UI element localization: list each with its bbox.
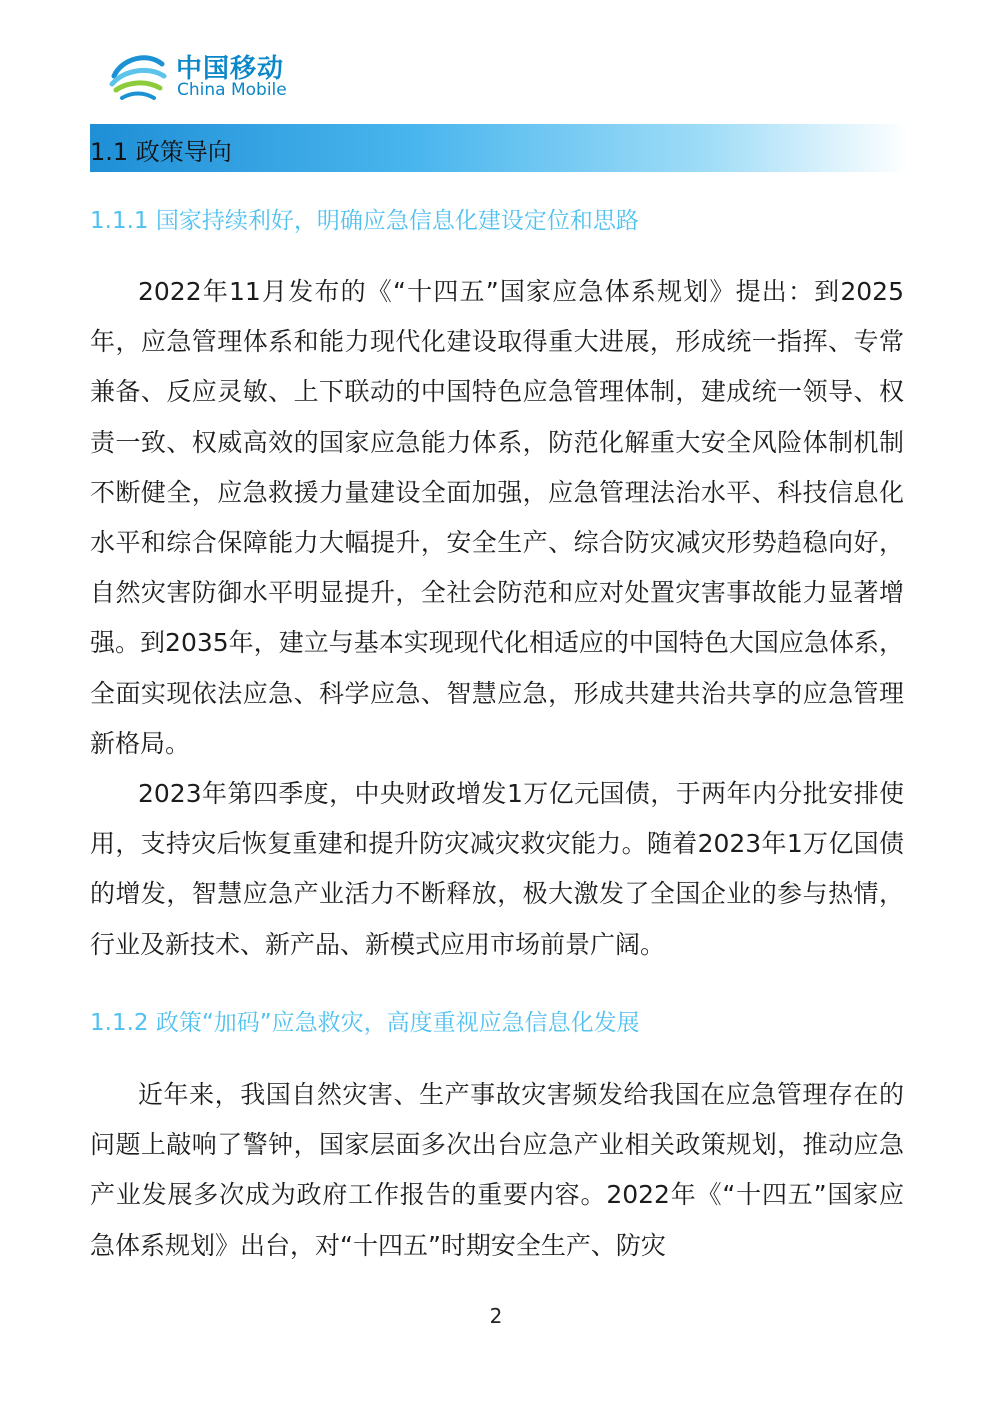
section-title: 1.1 政策导向 bbox=[90, 138, 232, 166]
logo-chinese-text: 中国移动 bbox=[176, 54, 285, 84]
subsection-heading-2: 1.1.2 政策“加码”应急救灾，高度重视应急信息化发展 bbox=[90, 1010, 640, 1036]
body-paragraph-3: 近年来，我国自然灾害、生产事故灾害频发给我国在应急管理存在的问题上敲响了警钟，国家层面多次出台应急产业相关政策规划，推动应急产业发展多次成为政府工作报告的重要内容。2022年《“十四五”国家应急体系规划》出台，对“十四五”时期安全生产、防灾 bbox=[90, 1080, 904, 1260]
page-number: 2 bbox=[489, 1304, 503, 1328]
subsection-heading-1: 1.1.1 国家持续利好，明确应急信息化建设定位和思路 bbox=[90, 208, 639, 234]
logo-english-text: China Mobile bbox=[177, 80, 287, 100]
section-header-bar bbox=[90, 124, 910, 172]
china-mobile-logo-icon bbox=[108, 46, 168, 104]
body-paragraph-2: 2023年第四季度，中央财政增发1万亿元国债，于两年内分批安排使用，支持灾后恢复重建和提升防灾减灾救灾能力。随着2023年1万亿国债的增发，智慧应急产业活力不断释放，极大激发了全国企业的参与热情，行业及新技术、新产品、新模式应用市场前景广阔。 bbox=[90, 779, 905, 959]
body-paragraph-1: 2022年11月发布的《“十四五”国家应急体系规划》提出：到2025年，应急管理体系和能力现代化建设取得重大进展，形成统一指挥、专常兼备、反应灵敏、上下联动的中国特色应急管理体制，建成统一领导、权责一致、权威高效的国家应急能力体系，防范化解重大安全风险体制机制不断健全，应急救援力量建设全面加强，应急管理法治水平、科技信息化水平和综合保障能力大幅提升，安全生产、综合防灾减灾形势趋稳向好，自然灾害防御水平明显提升，全社会防范和应对处置灾害事故能力显著增强。到2035年，建立与基本实现现代化相适应的中国特色大国应急体系，全面实现依法应急、科学应急、智慧应急，形成共建共治共享的应急管理新格局。 bbox=[90, 277, 904, 758]
china-mobile-logo bbox=[108, 44, 308, 108]
